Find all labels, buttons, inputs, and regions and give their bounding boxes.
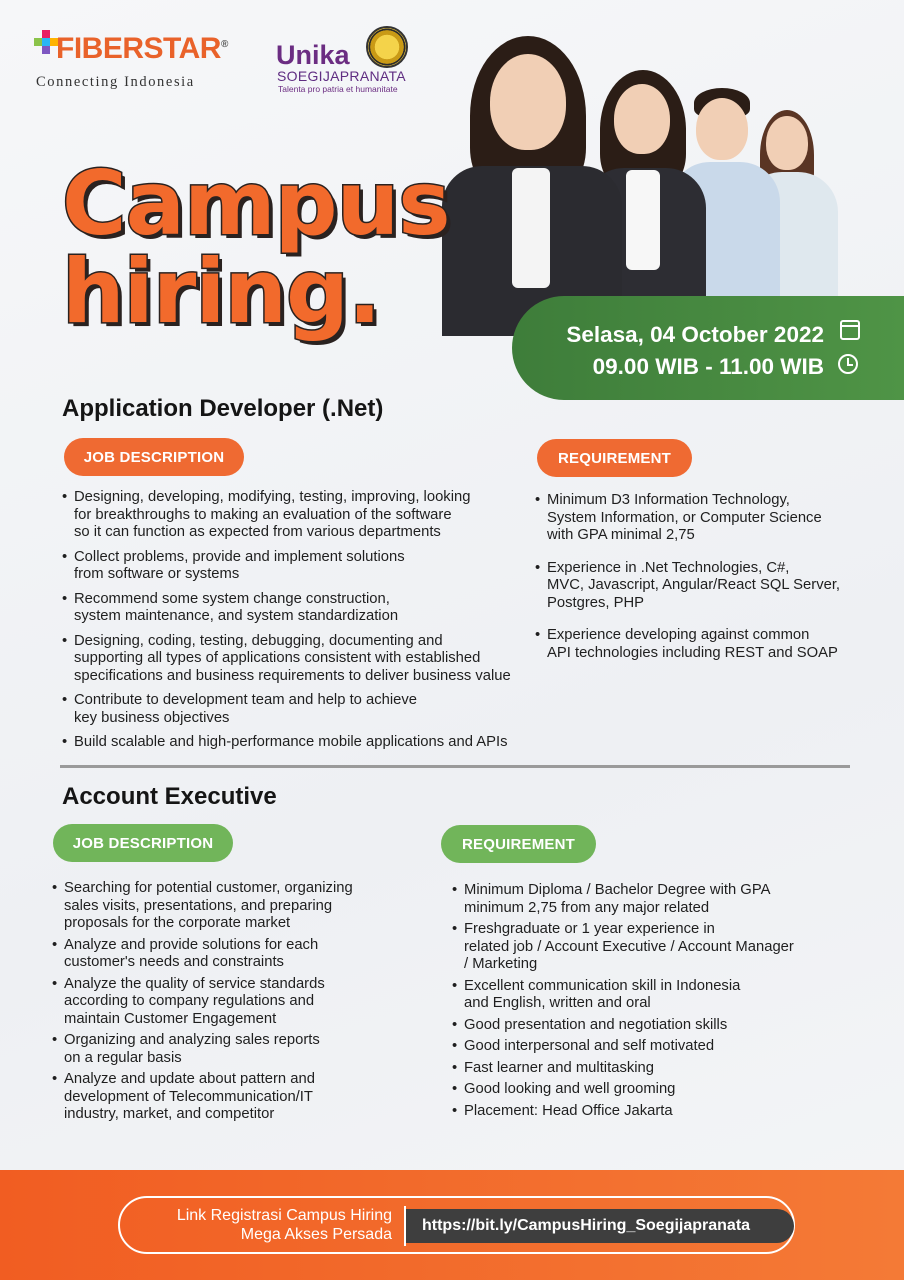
fiberstar-tagline: Connecting Indonesia [36, 74, 195, 90]
registration-label: Link Registrasi Campus Hiring Mega Akses Persada [176, 1207, 392, 1243]
event-time: 09.00 WIB - 11.00 WIB [592, 354, 824, 379]
footer [0, 1170, 904, 1280]
list-item: • Excellent communication skill in Indonesia and English, written and oral [452, 978, 882, 1013]
list-item: • Good interpersonal and self motivated [452, 1038, 882, 1056]
job-title-app-developer: Application Developer (.Net) [62, 395, 384, 422]
fiberstar-logo [34, 26, 234, 96]
job-title-account-executive: Account Executive [62, 783, 277, 810]
list-item: • Contribute to development team and help to achieve key business objectives [62, 692, 532, 727]
list-item: • Experience in .Net Technologies, C#, MVC, Javascript, Angular/React SQL Server, Postgres, PHP [535, 560, 875, 613]
event-date: Selasa, 04 October 2022 [566, 322, 824, 347]
hero-people-image [420, 30, 904, 330]
list-item: • Fast learner and multitasking [452, 1060, 882, 1078]
fiberstar-name: FIBERSTAR® [56, 32, 228, 65]
unika-seal-icon [366, 26, 408, 68]
requirement-badge: REQUIREMENT [441, 825, 596, 863]
dev-description-list [62, 489, 532, 759]
list-item: • Experience developing against common API technologies including REST and SOAP [535, 627, 875, 662]
registration-link[interactable]: https://bit.ly/CampusHiring_Soegijapranata [406, 1209, 794, 1243]
unika-tagline: Talenta pro patria et humanitate [278, 84, 398, 94]
unika-name: Unika [276, 40, 350, 70]
ae-requirement-list [452, 882, 882, 1124]
hero-title-line2: hiring. [62, 240, 381, 343]
list-item: • Analyze and update about pattern and development of Telecommunication/IT industry, market, and competitor [52, 1071, 422, 1124]
job-description-badge: JOB DESCRIPTION [53, 824, 233, 862]
list-item: • Minimum D3 Information Technology, System Information, or Computer Science with GPA minimal 2,75 [535, 492, 875, 545]
job-description-badge: JOB DESCRIPTION [64, 438, 244, 476]
registration-box [118, 1196, 795, 1254]
clock-icon [838, 354, 858, 374]
list-item: • Good looking and well grooming [452, 1081, 882, 1099]
list-item: • Analyze the quality of service standards according to company regulations and maintain Customer Engagement [52, 976, 422, 1029]
ae-description-list [52, 880, 422, 1128]
unika-subname: SOEGIJAPRANATA [277, 68, 406, 84]
hero-title-line1: Campus [62, 152, 450, 255]
dev-requirement-list [535, 492, 875, 677]
list-item: • Minimum Diploma / Bachelor Degree with GPA minimum 2,75 from any major related [452, 882, 882, 917]
list-item: • Recommend some system change construction, system maintenance, and system standardization [62, 591, 532, 626]
unika-logo [276, 26, 426, 96]
list-item: • Analyze and provide solutions for each customer's needs and constraints [52, 937, 422, 972]
list-item: • Good presentation and negotiation skills [452, 1017, 882, 1035]
calendar-icon [840, 320, 860, 340]
list-item: • Organizing and analyzing sales reports on a regular basis [52, 1032, 422, 1067]
requirement-badge: REQUIREMENT [537, 439, 692, 477]
list-item: • Placement: Head Office Jakarta [452, 1103, 882, 1121]
list-item: • Searching for potential customer, organizing sales visits, presentations, and preparing proposals for the corporate market [52, 880, 422, 933]
section-divider [60, 765, 850, 768]
list-item: • Designing, coding, testing, debugging, documenting and supporting all types of applications consistent with established specifications and business requirements to deliver business value [62, 633, 532, 686]
list-item: • Freshgraduate or 1 year experience in related job / Account Executive / Account Manager / Marketing [452, 921, 882, 974]
event-banner [512, 296, 904, 400]
list-item: • Designing, developing, modifying, testing, improving, looking for breakthroughs to making an evaluation of the software so it can function as expected from various departments [62, 489, 532, 542]
list-item: • Build scalable and high-performance mobile applications and APIs [62, 734, 532, 752]
list-item: • Collect problems, provide and implement solutions from software or systems [62, 549, 532, 584]
